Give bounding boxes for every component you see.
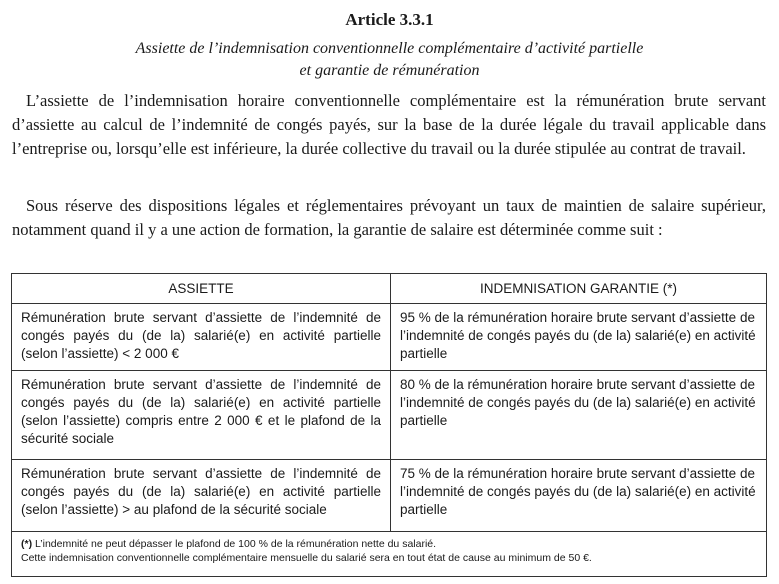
header-assiette: ASSIETTE [12, 274, 391, 304]
table-header-row [12, 274, 767, 304]
article-title: Article 3.3.1 [345, 10, 434, 29]
table-row [12, 304, 767, 371]
table-row [12, 371, 767, 460]
paragraph-garantie: Sous réserve des dispositions légales et réglementaires prévoyant un taux de maintien de salaire supérieur, notamment quand il y a une action de formation, la garantie de salaire est déterminée comme suit : [12, 196, 766, 239]
garantie-table [11, 273, 767, 577]
cell-assiette: Rémunération brute servant d’assiette de l’indemnité de congés payés du (de la) salarié(e) en activité partielle (selon l’assiette) > au plafond de la sécurité sociale [12, 460, 391, 532]
article-subtitle-line1: Assiette de l’indemnisation conventionnelle complémentaire d’activité partielle [135, 40, 644, 57]
header-indemnisation: INDEMNISATION GARANTIE (*) [391, 274, 767, 304]
paragraph-assiette: L’assiette de l’indemnisation horaire conventionnelle complémentaire est la rémunération brute servant d’assiette au calcul de l’indemnité de congés payés, sur la base de la durée légale du travail applicable dans l’entreprise ou, lorsqu’elle est inférieure, la durée collective du travail ou la durée stipulée au contrat de travail. [12, 91, 766, 158]
cell-assiette: Rémunération brute servant d’assiette de l’indemnité de congés payés du (de la) salarié(e) en activité partielle (selon l’assiette) compris entre 2 000 € et le plafond de la sécurité sociale [12, 371, 391, 460]
article-subtitle-line2: et garantie de rémunération [299, 62, 480, 79]
footnote-mark: (*) [21, 538, 33, 550]
table-row [12, 460, 767, 532]
cell-indemnisation: 80 % de la rémunération horaire brute servant d’assiette de l’indemnité de congés payés du (de la) salarié(e) en activité partielle [391, 371, 767, 460]
cell-indemnisation: 75 % de la rémunération horaire brute servant d’assiette de l’indemnité de congés payés du (de la) salarié(e) en activité partielle [391, 460, 767, 532]
cell-indemnisation: 95 % de la rémunération horaire brute servant d’assiette de l’indemnité de congés payés du (de la) salarié(e) en activité partielle [391, 304, 767, 371]
cell-assiette: Rémunération brute servant d’assiette de l’indemnité de congés payés du (de la) salarié(e) en activité partielle (selon l’assiette) < 2 000 € [12, 304, 391, 371]
table-footnote-row [12, 532, 767, 577]
table-footnote [12, 532, 767, 577]
footnote-line1: L’indemnité ne peut dépasser le plafond de 100 % de la rémunération nette du salarié. [35, 538, 437, 550]
footnote-line2: Cette indemnisation conventionnelle complémentaire mensuelle du salarié sera en tout état de cause au minimum de 50 €. [21, 552, 592, 564]
